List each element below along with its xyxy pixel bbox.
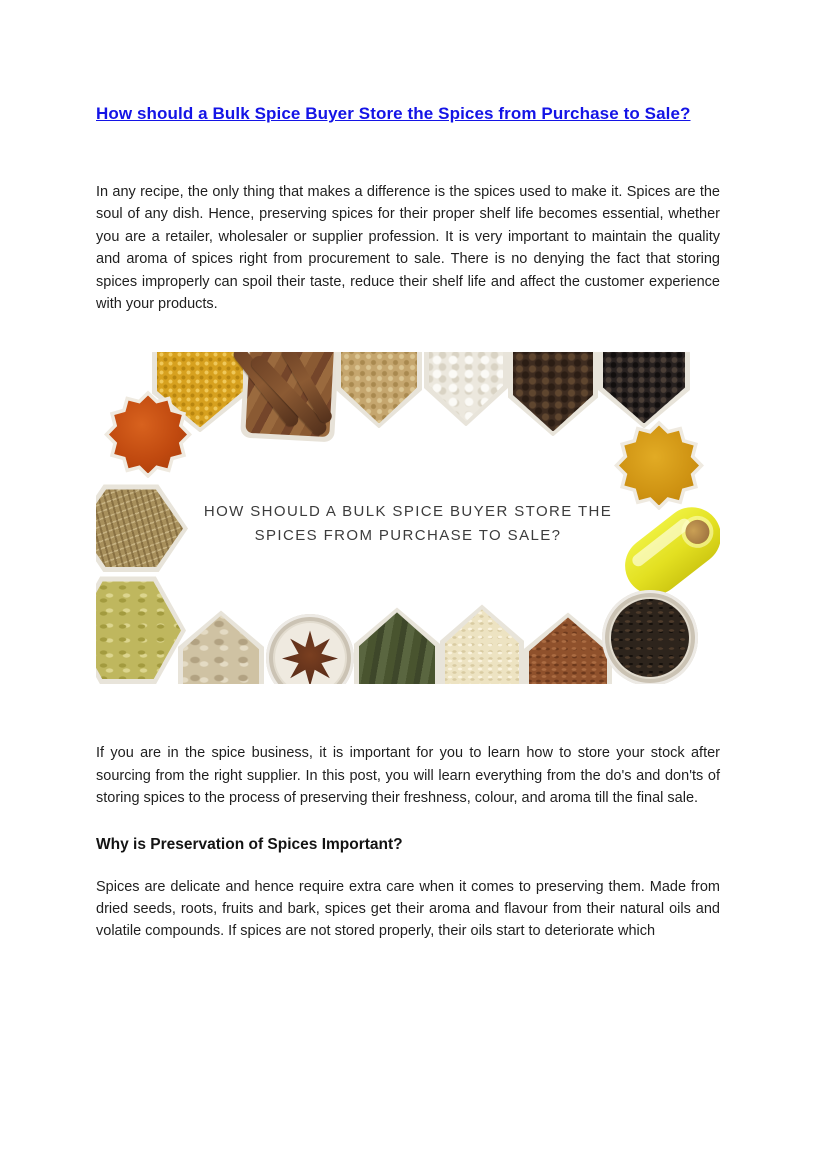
turmeric-powder-pile: [614, 420, 704, 510]
figure-caption-line1: HOW SHOULD A BULK SPICE BUYER STORE THE: [203, 503, 613, 521]
figure-caption-line2: SPICES FROM PURCHASE TO SALE?: [254, 527, 562, 545]
coriander-seeds-jar: [336, 352, 422, 428]
paragraph-learn: If you are in the spice business, it is important for you to learn how to store your stock after sourcing from the right supplier. In this post, you will learn everything from the do's and don'ts of storing spices to the process of preserving their freshness, colour, and aroma till the final sale.: [96, 745, 720, 807]
document-title-link[interactable]: How should a Bulk Spice Buyer Store the Spices from Purchase to Sale?: [96, 104, 691, 123]
paragraph-intro: In any recipe, the only thing that makes a difference is the spices used to make it. Spices are the soul of any dish. Hence, preserving spices for their proper shelf life becomes essential, whether you are a retailer, wholesaler or supplier profession. It is very important to maintain the quality and aroma of spices right from procurement to sale. There is no denying the fact that storing spices improperly can spoil their taste, reduce their shelf life and affect the customer experience with your products.: [96, 184, 720, 313]
salt-crystals-jar: [424, 352, 508, 426]
section-heading-why-preservation: Why is Preservation of Spices Important?: [96, 835, 403, 853]
paragraph-why-body: Spices are delicate and hence require extra care when it comes to preserving them. Made from dried seeds, roots, fruits and bark, spices get their aroma and flavour from their natural oils and volatile compounds. If spices are not stored properly, their oils start to deteriorate which: [96, 878, 720, 940]
cloves-jar: [602, 590, 698, 684]
spice-border-image: [96, 352, 720, 684]
document-page: [0, 103, 816, 943]
bay-leaves-jar: [354, 607, 440, 684]
figure-caption: [96, 500, 720, 548]
cardamom-pods-jar: [96, 576, 186, 684]
dried-ginger-jar: [178, 610, 264, 684]
star-anise-jar: [266, 614, 354, 684]
flax-seeds-jar: [524, 612, 612, 684]
black-peppercorns-jar: [598, 352, 690, 428]
allspice-berries-jar: [508, 352, 598, 436]
sesame-seeds-jar: [440, 604, 524, 684]
